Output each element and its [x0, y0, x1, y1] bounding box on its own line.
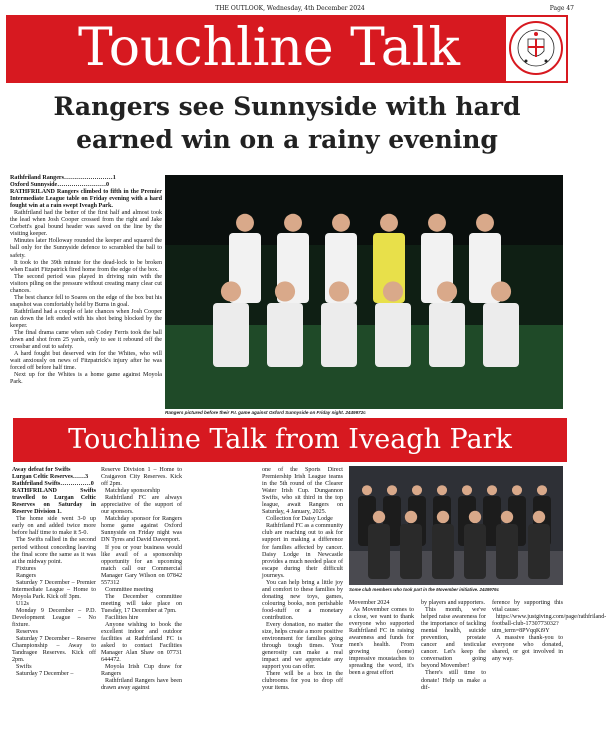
col1-paragraph: Saturday 7 December – Premier Intermediate League – Home to Moyola Park. Kick off 3pm. — [12, 579, 96, 600]
col5-paragraph: This month, we've helped raise awareness for the importance of tackling mental health, suicide prevention, prostate cancer and testicular cancer. Let's keep the conversation going beyond Movember! — [421, 607, 486, 670]
col3-paragraph: Collection for Daisy Lodge — [266, 516, 333, 523]
person-figure — [528, 524, 550, 579]
article2-col5 — [421, 600, 486, 692]
col1-paragraph: Lurgan Celtic Reserves……3 — [12, 474, 89, 481]
person-figure — [368, 524, 390, 579]
person-head — [380, 214, 398, 232]
article1-paragraph: Oxford Sunnyside……………………0 — [10, 182, 110, 189]
section-banner-2: Touchline Talk from Iveagh Park — [13, 418, 567, 462]
col6-paragraph: ference by supporting this vital cause: — [492, 600, 563, 614]
article2-col4 — [349, 600, 414, 678]
col4-paragraph: As Movember comes to a close, we want to thank everyone who supported Rathfriland FC in raising awareness and funds for men's health. From growing (some) impressive moustaches to spreading the word, it's been a great effort — [349, 607, 414, 677]
person-figure — [321, 303, 357, 367]
person-figure — [213, 303, 249, 367]
article1-paragraph: Rathfriland Rangers……………………1 — [10, 175, 116, 181]
person-head — [284, 214, 302, 232]
col1-paragraph: Rathfriland Swifts……………0 — [12, 481, 94, 488]
col1-paragraph: Monday 9 December – P.D. Development League – No fixture. — [12, 607, 96, 629]
person-head — [462, 485, 472, 495]
col2-paragraph: Moyola Irish Cup draw for Rangers — [101, 664, 182, 678]
col6-paragraph: https://www.justgiving.com/page/rathfriland-football-club-1730773032?utm_term=8PVqqKi9Y — [492, 614, 606, 635]
col2-paragraph: Committee meeting — [105, 586, 154, 593]
col1-paragraph: RATHFRILAND Swifts travelled to Lurgan Celtic Reserves on Saturday in Reserve Division 1. — [12, 488, 96, 516]
movember-photo — [349, 466, 563, 585]
photo1-caption: Rangers pictured before their P.I. game against Oxford Sunnyside on Friday night. 2449972c — [165, 410, 366, 415]
col1-paragraph: Swifts — [16, 664, 32, 671]
section-banner — [6, 15, 568, 83]
col1-paragraph: Rangers — [16, 572, 36, 579]
col5-paragraph: by players and supporters. — [421, 600, 485, 606]
page-number: Page 47 — [549, 5, 574, 12]
person-head — [387, 485, 397, 495]
club-crest-icon — [504, 15, 568, 83]
col2-paragraph: Anyone wishing to book the excellent indoor and outdoor facilities at Rathfriland FC is asked to contact Facilities Manager Alan Shaw on 07731 644472. — [101, 622, 182, 664]
person-head — [329, 281, 349, 301]
col3-paragraph: Rathfriland FC as a community club are reaching out to ask for support in making a difference for families affected by cancer. Daisy Lodge in Newcastle provides a much needed place of escape during their difficult journeys. — [262, 523, 343, 579]
person-head — [437, 511, 449, 523]
article1-paragraph: RATHFRILAND Rangers climbed to fifth in the Premier Intermediate League table on Friday evening with a hard fought win at a rain swept Iveagh Park. — [10, 189, 162, 210]
person-figure — [496, 524, 518, 579]
article1-paragraph: It took to the 39th minute for the dead-lock to be broken when Euairi Fitzpatrick fired home from the edge of the box. — [10, 259, 162, 273]
col5-paragraph: There's still time to donate! Help us make a dif- — [421, 670, 486, 691]
article1-paragraph: The second period was played in driving rain with the visitors piling on the pressure without creating many clear cut chances. — [10, 273, 162, 294]
col2-paragraph: Matchday sponsorship — [105, 488, 161, 495]
page-header — [6, 3, 574, 15]
col1-paragraph: U12s — [16, 600, 29, 607]
article1-paragraph: The final drama came when sub Codey Ferris took the ball down and shot from 25 yards, only to see it rebound off the crossbar and out to safety. — [10, 330, 162, 351]
person-head — [491, 281, 511, 301]
person-head — [437, 281, 457, 301]
col3-paragraph: You can help bring a little joy and comfort to these families by donating new toys, games, colouring books, non perishable food-stuff or a monetary contribution. — [262, 579, 343, 621]
person-figure — [375, 303, 411, 367]
col1-paragraph: The home side went 3-0 up early on and added twice more before half time to make it 5-0. — [12, 516, 96, 537]
team-photo — [165, 175, 563, 409]
person-head — [537, 485, 547, 495]
col2-paragraph: The December committee meeting will take place on Tuesday, 17 December at 7pm. — [101, 593, 182, 614]
person-head — [469, 511, 481, 523]
col2-paragraph: Rathfriland Rangers have been drawn away against — [101, 678, 182, 692]
col3-paragraph: Every donation, no matter the size, helps create a more positive environment for families going through tough times. Your generosity can make a real impact and we appreciate any support you can offer. — [262, 622, 343, 671]
col1-paragraph: Away defeat for Swifts — [12, 467, 71, 473]
col6-paragraph: A massive thank-you to everyone who donated, shared, or got involved in any way. — [492, 635, 563, 663]
photo2-caption: Some club members who took part in the Movember initiative. 2449976c — [349, 587, 500, 592]
person-head — [373, 511, 385, 523]
article1-text — [10, 175, 162, 386]
person-head — [383, 281, 403, 301]
article1-paragraph: Rathfriland had a couple of late chances when Josh Cooper ran down the left ended with his shot being blocked by the keeper. — [10, 308, 162, 329]
col2-paragraph: Facilities hire — [105, 614, 139, 621]
col1-paragraph: Saturday 7 December – — [16, 671, 74, 678]
col1-paragraph: The Swifts rallied in the second period without conceding leaving the final score the same as it was at the midway point. — [12, 537, 96, 565]
person-head — [533, 511, 545, 523]
article1-paragraph: Next up for the Whites is a home game against Moyola Park. — [10, 372, 162, 386]
person-figure — [267, 303, 303, 367]
col2-paragraph: Rathfriland FC are always appreciative of the support of our sponsors. — [101, 495, 182, 516]
person-head — [221, 281, 241, 301]
article2-col3 — [262, 467, 343, 693]
person-head — [512, 485, 522, 495]
article2-col6 — [492, 600, 606, 663]
person-head — [487, 485, 497, 495]
article-headline: Rangers see Sunnyside with hard earned win on a rainy evening — [53, 92, 521, 154]
person-figure — [483, 303, 519, 367]
person-head — [476, 214, 494, 232]
person-head — [362, 485, 372, 495]
col3-paragraph: one of the Sports Direct Premiership Irish League teams in the 5th round of the Clearer Water Irish Cup. Dungannon Swifts, who sit third in the top league, await Rangers on Saturday, 4 January, 2025. — [262, 467, 343, 516]
article1-paragraph: The best chance fell to Soares on the edge of the box but his snapshot was comfortably held by Burns in goal. — [10, 294, 162, 308]
col2-paragraph: Matchday sponsor for Rangers home game against Oxford Sunnyside on Friday night was DN Tyres and David Davenport. — [101, 516, 182, 544]
person-head — [405, 511, 417, 523]
article2-col2 — [101, 467, 182, 693]
col3-paragraph: There will be a box in the clubrooms for you to drop off your items. — [262, 671, 343, 692]
person-head — [275, 281, 295, 301]
col1-paragraph: Reserves — [16, 629, 38, 636]
article1-paragraph: Rathfriland had the better of the first half and almost took the lead when Josh Cooper crossed from the right and Jake Corbett's goal bound header was saved on the line by the visiting keeper. — [10, 210, 162, 238]
person-head — [236, 214, 254, 232]
person-figure — [429, 303, 465, 367]
article1-paragraph: Minutes later Holloway rounded the keeper and squared the ball only for the Sunnyside defence to scrambled the ball to safety. — [10, 238, 162, 259]
issue-line: THE OUTLOOK, Wednesday, 4th December 2024 — [215, 5, 365, 12]
person-head — [501, 511, 513, 523]
person-figure — [400, 524, 422, 579]
col1-paragraph: Saturday 7 December – Reserve Championship – Away to Tandragee Reserves. Kick off 2pm. — [12, 636, 96, 664]
person-head — [437, 485, 447, 495]
banner-title: Touchline Talk — [78, 18, 460, 78]
col2-paragraph: Reserve Division 1 – Home to Craigavon City Reserves. Kick off 2pm. — [101, 467, 182, 488]
col4-paragraph: Movember 2024 — [349, 600, 390, 606]
person-figure — [464, 524, 486, 579]
col2-paragraph: If you or your business would like avail of a sponsorship opportunity for an upcoming match call our Commercial Manager Gary Wilson on 07842 557312 — [101, 544, 182, 586]
person-head — [428, 214, 446, 232]
person-head — [412, 485, 422, 495]
col1-paragraph: Fixtures — [16, 565, 36, 572]
person-figure — [432, 524, 454, 579]
article1-paragraph: A hard fought but deserved win for the Whites, who will wait anxiously on news of Fitzpatrick's injury after he was forced off before half time. — [10, 351, 162, 372]
person-head — [332, 214, 350, 232]
article2-col1 — [12, 467, 96, 678]
